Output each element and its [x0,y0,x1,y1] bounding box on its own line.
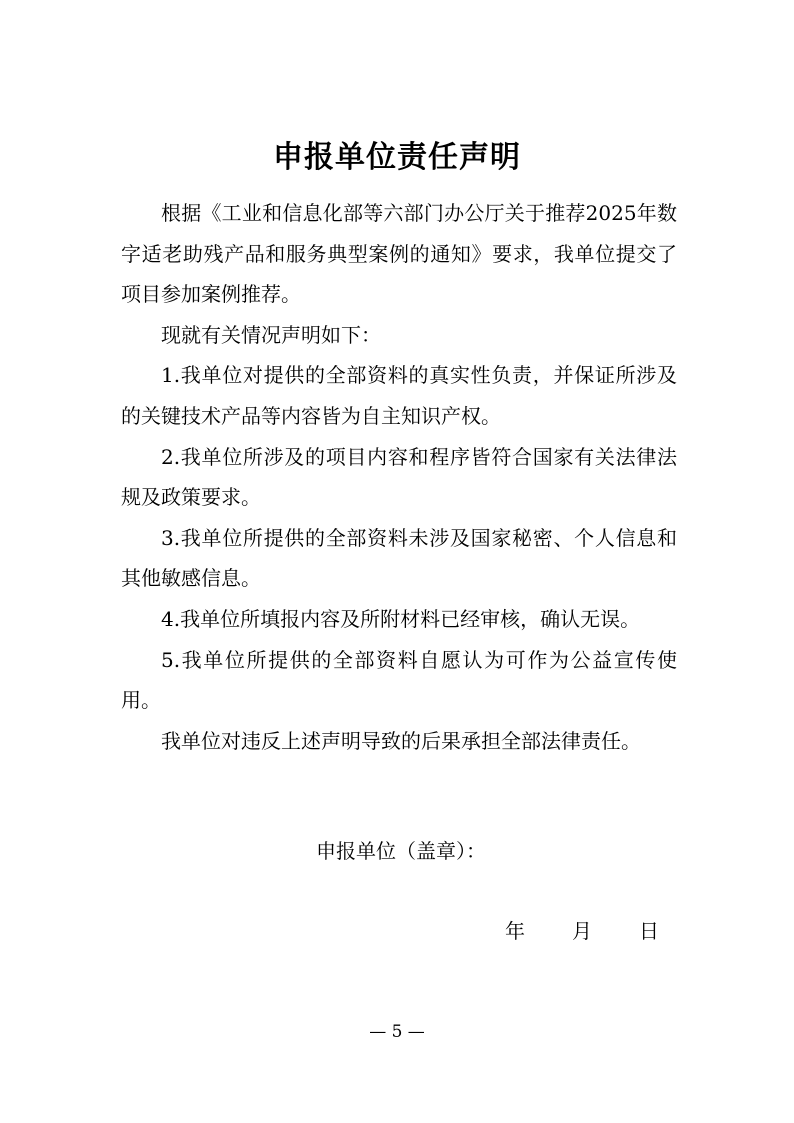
date-month: 月 [572,919,592,943]
paragraph-item-2: 2.我单位所涉及的项目内容和程序皆符合国家有关法律法规及政策要求。 [121,444,677,510]
page-number: — 5 — [369,1022,425,1042]
paragraph-item-5: 5.我单位所提供的全部资料自愿认为可作为公益宣传使用。 [121,647,677,713]
date-day: 日 [639,919,659,943]
paragraph-item-1: 1.我单位对提供的全部资料的真实性负责，并保证所涉及的关键技术产品等内容皆为自主知识产权。 [121,363,677,428]
paragraph-declaration-lead: 现就有关情况声明如下： [161,322,381,347]
date-year: 年 [505,919,525,943]
paragraph-item-3: 3.我单位所提供的全部资料未涉及国家秘密、个人信息和其他敏感信息。 [121,525,677,591]
paragraph-item-4: 4.我单位所填报内容及所附材料已经审核，确认无误。 [161,606,641,631]
declaration-body [121,193,677,761]
paragraph-closing: 我单位对违反上述声明导致的后果承担全部法律责任。 [161,728,641,753]
paragraph-intro: 根据《工业和信息化部等六部门办公厅关于推荐2025年数字适老助残产品和服务典型案例的通知》要求，我单位提交了项目参加案例推荐。 [121,201,677,307]
signature-label: 申报单位（盖章）： [316,839,486,863]
date-line [505,911,659,951]
document-title: 申报单位责任声明 [273,140,521,175]
